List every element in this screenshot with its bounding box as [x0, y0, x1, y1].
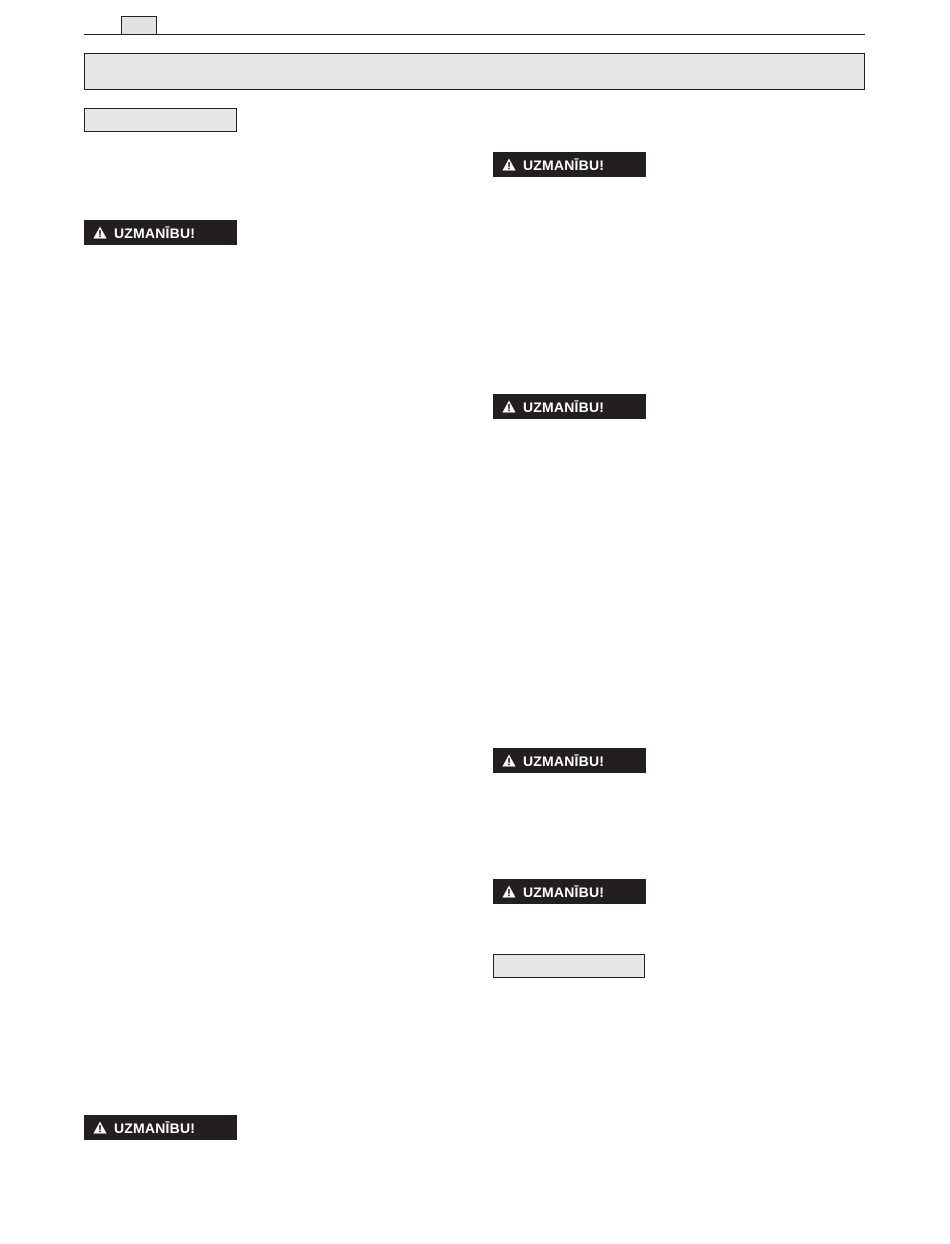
warning-label: UZMANĪBU!	[523, 883, 605, 900]
warning-label: UZMANĪBU!	[114, 1119, 196, 1136]
warning-label: UZMANĪBU!	[523, 752, 605, 769]
warning-label: UZMANĪBU!	[523, 156, 605, 173]
warning-triangle-icon	[502, 400, 516, 413]
warning-triangle-icon	[93, 1121, 107, 1134]
warning-badge	[84, 220, 237, 245]
warning-triangle-icon	[502, 754, 516, 767]
warning-triangle-icon	[502, 885, 516, 898]
section-heading-box-right	[493, 954, 645, 978]
warning-badge	[493, 748, 646, 773]
page-number-tab	[121, 16, 157, 34]
warning-triangle-icon	[502, 158, 516, 171]
warning-badge	[493, 394, 646, 419]
warning-badge	[493, 879, 646, 904]
chapter-title-bar	[84, 53, 865, 90]
warning-badge	[84, 1115, 237, 1140]
warning-triangle-icon	[93, 226, 107, 239]
header-rule	[84, 34, 865, 35]
warning-label: UZMANĪBU!	[114, 224, 196, 241]
warning-label: UZMANĪBU!	[523, 398, 605, 415]
section-heading-box-left	[84, 108, 237, 132]
warning-badge	[493, 152, 646, 177]
